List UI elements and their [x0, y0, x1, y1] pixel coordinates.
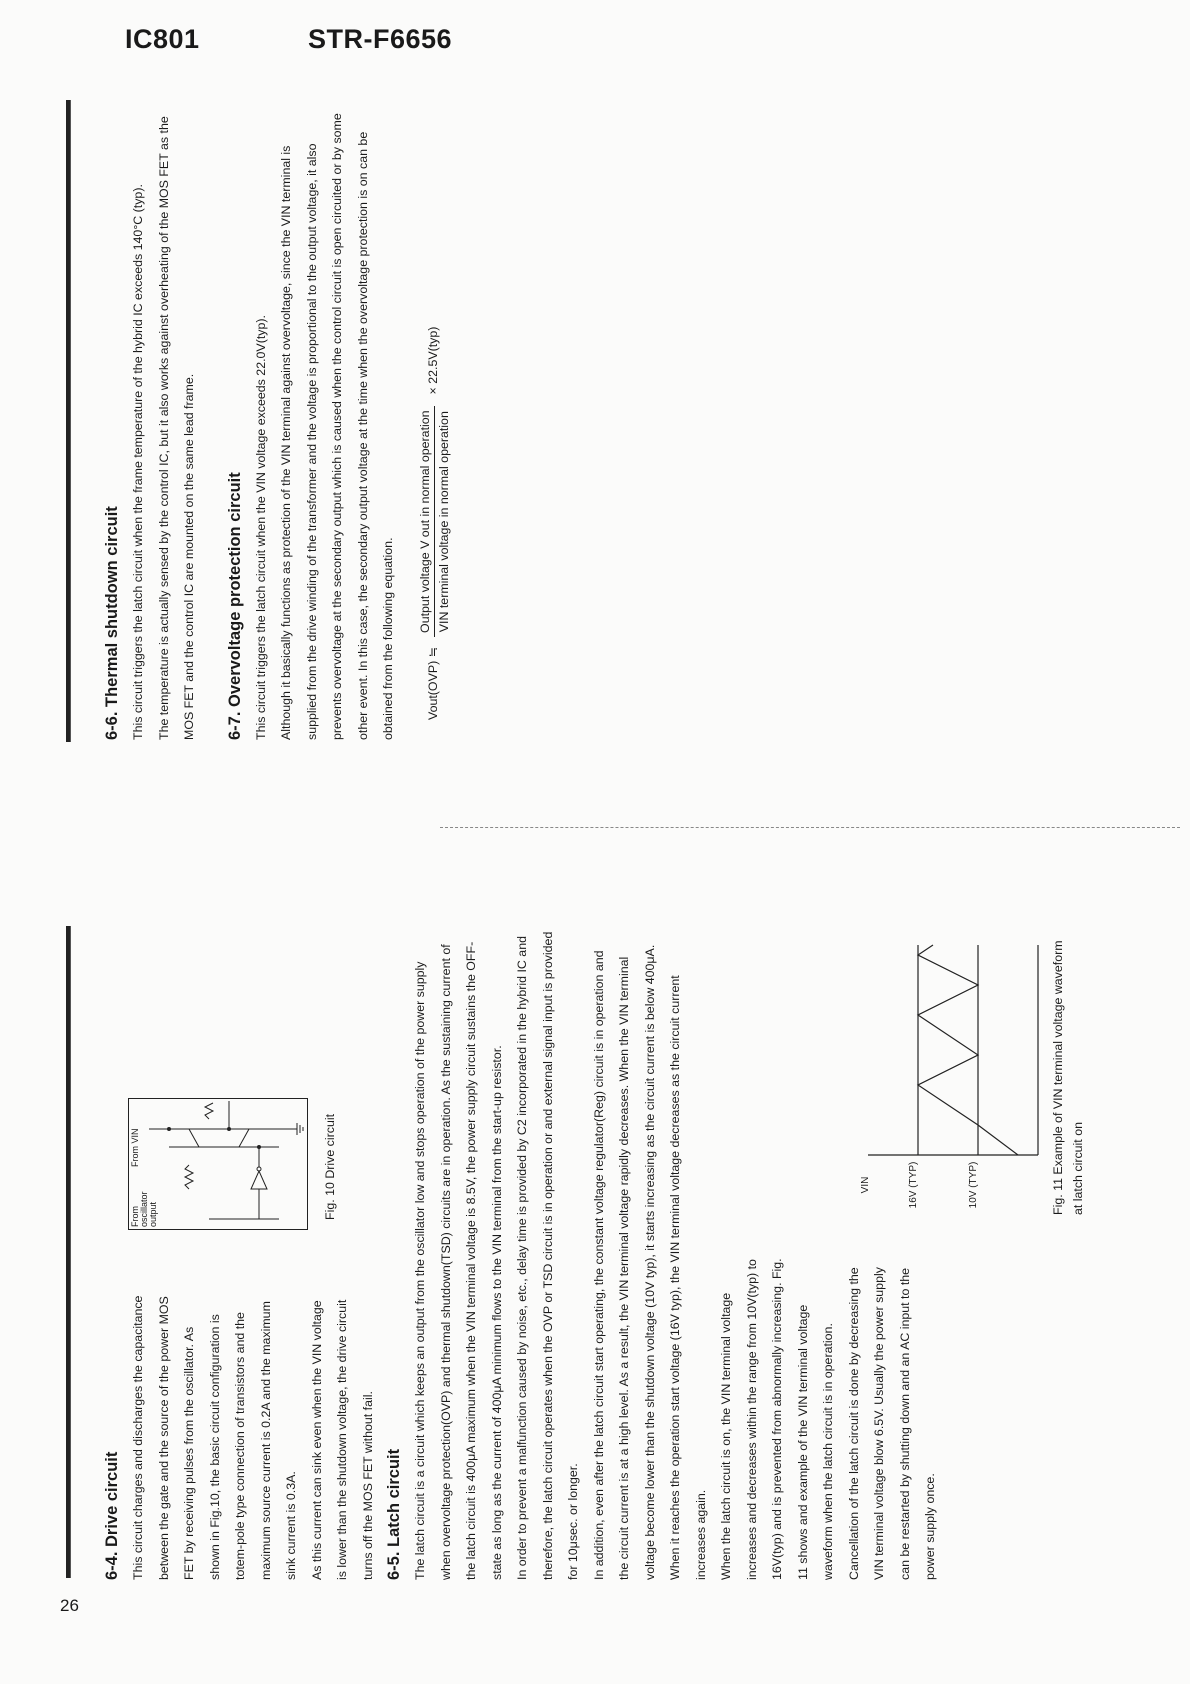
- label-from-vin: From VIN: [130, 1128, 140, 1167]
- fig11-level-10v: 10V (TYP): [968, 1161, 979, 1209]
- equation-numerator: Output voltage V out in normal operation: [416, 406, 435, 636]
- equation-denominator: VIN terminal voltage in normal operation: [436, 411, 451, 633]
- fig11-level-16v: 16V (TYP): [908, 1161, 919, 1209]
- section-6-7-title: 6-7. Overvoltage protection circuit: [225, 472, 244, 740]
- figure-10-caption: Fig. 10 Drive circuit: [323, 1113, 337, 1220]
- equation-fraction: [416, 406, 453, 636]
- section-6-7-para-1: This circuit triggers the latch circuit when the VIN voltage exceeds 22.0V(typ).: [253, 315, 268, 740]
- section-6-5-para-2: In order to prevent a malfunction caused by noise, etc., delay time is provided by C2 incorporated in the hybrid IC and therefore, the latch circuit operates when the OVP or TSD circuit is in operation or and external signal input is provided for 10μsec. or longer.: [515, 931, 580, 1580]
- section-6-6-para-2: The temperature is actually sensed by the control IC, but it also works against overheating of the MOS FET as the MOS FET and the control IC are mounted on the same lead frame.: [156, 116, 196, 740]
- section-6-5-para-1: The latch circuit is a circuit which keeps an output from the oscillator low and stops operation of the power supply when overvoltage protection(OVP) and thermal shutdown(TSD) circuits are in operation. As the sustaining current of the latch circuit is 400μA maximum when the VIN terminal voltage is 8.5V, the power supply circuit sustains the OFF-state as long as the current of 400μA minimum flows to the VIN terminal from the start-up resistor.: [413, 941, 504, 1580]
- ic-id-heading: IC801: [125, 24, 200, 54]
- fig11-axis-label: VIN: [860, 1176, 871, 1194]
- part-number-heading: STR-F6656: [308, 24, 453, 54]
- section-6-5-para-4: When the latch circuit is on, the VIN terminal voltage increases and decreases within the range from 10V(typ) to 16V(typ) and is prevented from abnormally increasing. Fig. 11 shows and example of the VIN terminal voltage waveform when the latch circuit is in operation.: [719, 1258, 835, 1580]
- vin-waveform-plot: [858, 935, 1048, 1215]
- section-6-7-para-2: Although it basically functions as protection of the VIN terminal against overvoltage, since the VIN terminal is supplied from the drive winding of the transformer and the voltage is proportional to the output voltage, it also prevents overvoltage at the secondary output which is caused when the control circuit is open circuited or by some other event. In this case, the secondary output voltage at the time when the overvoltage protection is on can be obtained from the following equation.: [279, 113, 395, 740]
- section-6-4-title: 6-4. Drive circuit: [103, 1451, 121, 1580]
- equation-lhs: Vout(OVP) ≒: [426, 646, 441, 720]
- equation-rhs: × 22.5V(typ): [426, 326, 441, 395]
- figure-11: [858, 935, 1085, 1215]
- figure-10: [98, 940, 344, 1240]
- section-6-6-title: 6-6. Thermal shutdown circuit: [103, 506, 121, 740]
- section-6-5-para-5: Cancellation of the latch circuit is done by decreasing the VIN terminal voltage blow 6.5V. Usually the power supply can be restarted by shutting down and an AC input to the power supply once.: [846, 1267, 937, 1580]
- ovp-equation: [416, 110, 453, 720]
- section-6-5-para-3: In addition, even after the latch circuit start operating, the constant voltage regulator(Reg) circuit is in operation and the circuit current is at a high level. As a result, the VIN terminal voltage rapidly decreases. When the VIN terminal voltage become lower than the shutdown voltage (10V typ), it starts increasing as the circuit current is below 400μA. When it reaches the operation start voltage (16V typ), the VIN terminal voltage decreases as the circuit current increases again.: [591, 944, 708, 1580]
- figure-11-caption: Fig. 11 Example of VIN terminal voltage waveform at latch circuit on: [1051, 940, 1085, 1215]
- drive-circuit-diagram: [128, 1098, 308, 1230]
- section-6-4-para-1: This circuit charges and discharges the capacitance between the gate and the source of the power MOS FET by receiving pulses from the oscillator. As shown in Fig.10, the basic circuit configuration is totem-pole type connection of transistors and the maximum source current is 0.2A and the maximum sink current is 0.3A.: [131, 1295, 298, 1580]
- section-6-4-para-2: As this current can sink even when the VIN voltage is lower than the shutdown voltage, the drive circuit turns off the MOS FET without fail.: [309, 1299, 375, 1580]
- upper-page-panel: [98, 110, 453, 740]
- section-6-5-title: 6-5. Latch circuit: [385, 1448, 403, 1580]
- section-6-6-para-1: This circuit triggers the latch circuit when the frame temperature of the hybrid IC exceeds 140°C (typ).: [131, 184, 145, 740]
- section-divider: [440, 827, 1180, 828]
- vertical-rule-top: [66, 100, 71, 742]
- label-from-oscillator: From oscillator output: [130, 1191, 158, 1227]
- section-6-4: [98, 1290, 381, 1580]
- page-number: 26: [60, 1596, 79, 1615]
- vertical-rule-bottom: [66, 926, 71, 1578]
